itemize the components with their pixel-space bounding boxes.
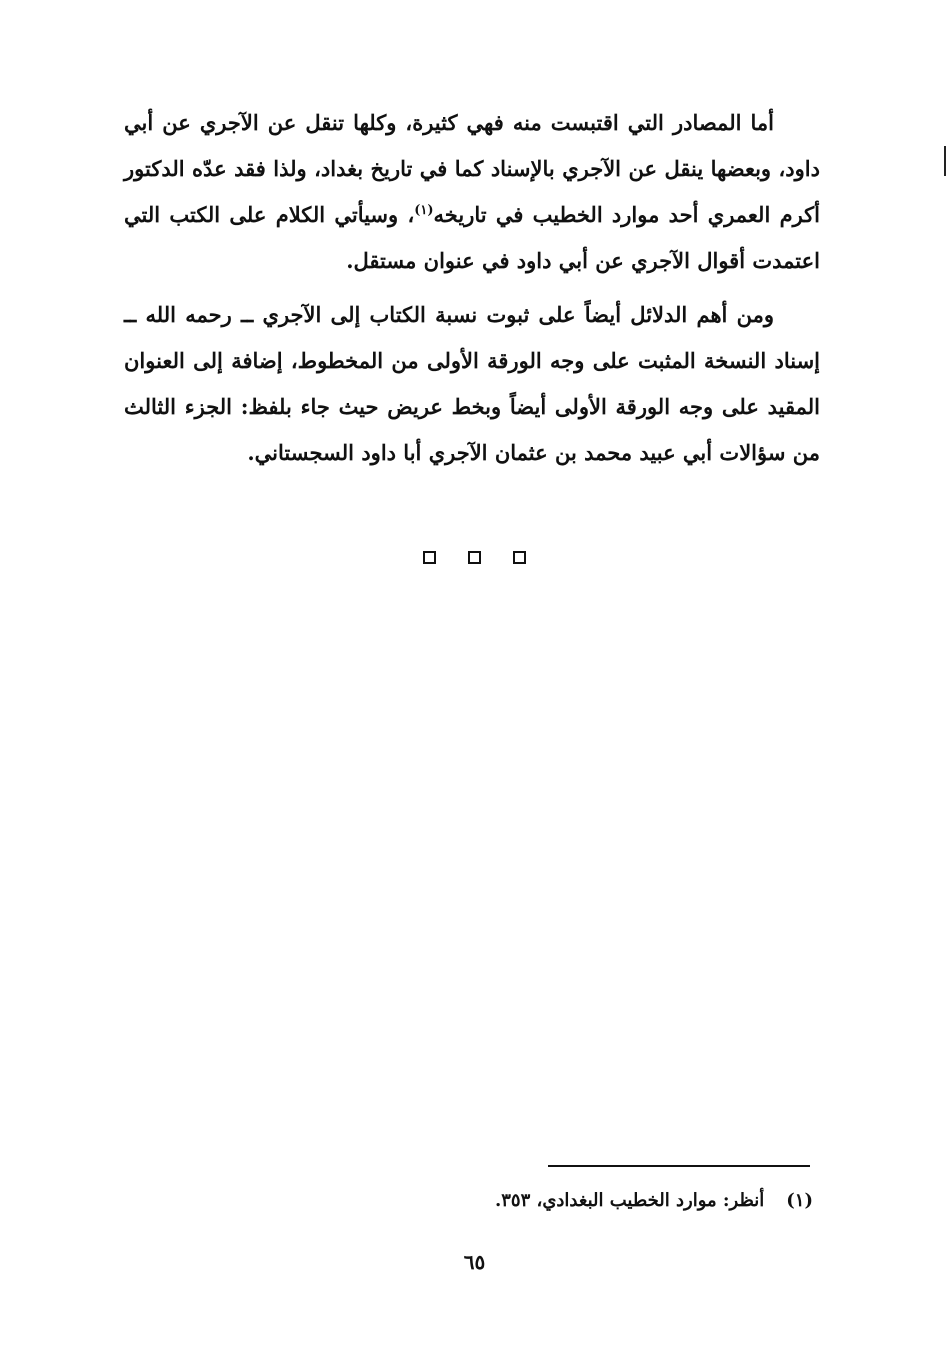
footnote <box>495 1190 813 1211</box>
footnote-text: أنظر: موارد الخطيب البغدادي، ٣٥٣. <box>494 1190 765 1211</box>
page-number: ٦٥ <box>463 1250 486 1274</box>
section-separator <box>0 551 949 564</box>
paragraph-1-continuation: ، وسيأتي الكلام على الكتب التي اعتمدت أقوال الآجري عن أبي داود في عنوان مستقل. <box>124 202 820 273</box>
separator-square-icon <box>468 551 481 564</box>
separator-square-icon <box>423 551 436 564</box>
paragraph-1-text: أما المصادر التي اقتبست منه فهي كثيرة، وكلها تنقل عن الآجري عن أبي داود، وبعضها ينقل عن الآجري بالإسناد كما في تاريخ بغداد، ولذا فقد عدّه الدكتور أكرم العمري أحد موارد الخطيب في تاريخه <box>124 110 820 227</box>
scan-margin-mark <box>944 146 946 176</box>
footnote-reference: (١) <box>414 203 434 218</box>
footnote-divider <box>548 1165 810 1167</box>
footnote-number: (١) <box>786 1190 813 1211</box>
paragraph-2: ومن أهم الدلائل أيضاً على ثبوت نسبة الكتاب إلى الآجري ــ رحمه الله ــ إسناد النسخة المثبت على وجه الورقة الأولى من المخطوط، إضافة إلى العنوان المقيد على وجه الورقة الأولى أيضاً وبخط عريض حيث جاء بلفظ: الجزء الثالث من سؤالات أبي عبيد محمد بن عثمان الآجري أبا داود السجستاني. <box>124 302 820 465</box>
main-text <box>124 100 820 476</box>
paragraph-1 <box>124 100 820 284</box>
separator-square-icon <box>513 551 526 564</box>
